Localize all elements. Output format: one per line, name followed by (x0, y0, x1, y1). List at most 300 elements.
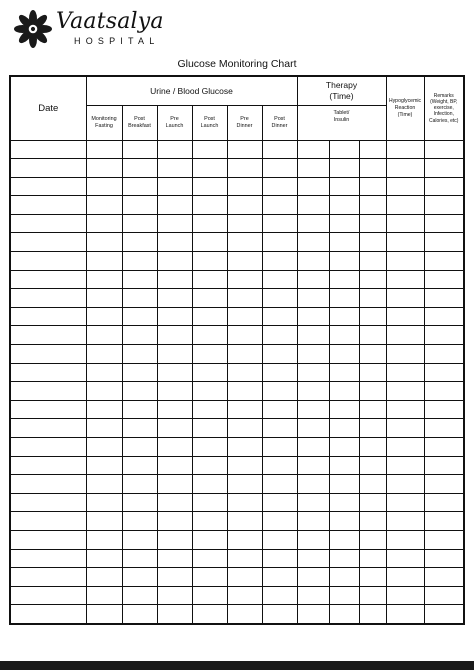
table-cell[interactable] (329, 214, 359, 233)
table-cell[interactable] (424, 419, 464, 438)
table-cell[interactable] (86, 419, 122, 438)
table-cell[interactable] (86, 289, 122, 308)
table-cell[interactable] (227, 140, 262, 159)
table-cell[interactable] (157, 140, 192, 159)
table-cell[interactable] (122, 549, 157, 568)
table-cell[interactable] (329, 530, 359, 549)
table-cell[interactable] (10, 252, 86, 271)
table-cell[interactable] (262, 605, 297, 624)
table-cell[interactable] (359, 196, 386, 215)
table-cell[interactable] (227, 289, 262, 308)
table-cell[interactable] (262, 493, 297, 512)
table-cell[interactable] (10, 438, 86, 457)
table-cell[interactable] (86, 196, 122, 215)
table-cell[interactable] (122, 345, 157, 364)
table-cell[interactable] (329, 345, 359, 364)
table-cell[interactable] (424, 549, 464, 568)
table-cell[interactable] (262, 363, 297, 382)
table-cell[interactable] (10, 326, 86, 345)
table-cell[interactable] (424, 270, 464, 289)
table-cell[interactable] (329, 438, 359, 457)
table-cell[interactable] (329, 196, 359, 215)
table-cell[interactable] (227, 326, 262, 345)
table-cell[interactable] (262, 214, 297, 233)
table-cell[interactable] (386, 438, 424, 457)
table-cell[interactable] (157, 270, 192, 289)
table-cell[interactable] (157, 475, 192, 494)
table-cell[interactable] (10, 363, 86, 382)
table-cell[interactable] (329, 382, 359, 401)
table-cell[interactable] (227, 307, 262, 326)
table-cell[interactable] (157, 326, 192, 345)
table-cell[interactable] (86, 530, 122, 549)
table-cell[interactable] (227, 475, 262, 494)
table-cell[interactable] (10, 270, 86, 289)
table-cell[interactable] (86, 400, 122, 419)
table-cell[interactable] (329, 363, 359, 382)
table-cell[interactable] (262, 568, 297, 587)
table-cell[interactable] (262, 400, 297, 419)
table-cell[interactable] (297, 177, 329, 196)
table-cell[interactable] (297, 307, 329, 326)
table-cell[interactable] (262, 307, 297, 326)
table-cell[interactable] (122, 252, 157, 271)
table-cell[interactable] (227, 233, 262, 252)
table-cell[interactable] (386, 233, 424, 252)
table-cell[interactable] (262, 530, 297, 549)
table-cell[interactable] (386, 214, 424, 233)
table-cell[interactable] (10, 549, 86, 568)
table-cell[interactable] (359, 438, 386, 457)
table-cell[interactable] (262, 289, 297, 308)
table-cell[interactable] (10, 289, 86, 308)
table-cell[interactable] (262, 382, 297, 401)
table-cell[interactable] (227, 270, 262, 289)
table-cell[interactable] (157, 549, 192, 568)
table-cell[interactable] (227, 512, 262, 531)
table-cell[interactable] (10, 456, 86, 475)
table-cell[interactable] (424, 177, 464, 196)
table-cell[interactable] (262, 456, 297, 475)
table-cell[interactable] (227, 177, 262, 196)
table-cell[interactable] (297, 493, 329, 512)
table-cell[interactable] (386, 419, 424, 438)
table-cell[interactable] (424, 382, 464, 401)
table-cell[interactable] (157, 252, 192, 271)
table-cell[interactable] (329, 140, 359, 159)
table-cell[interactable] (157, 159, 192, 178)
table-cell[interactable] (86, 270, 122, 289)
table-cell[interactable] (262, 196, 297, 215)
table-cell[interactable] (359, 586, 386, 605)
table-cell[interactable] (227, 568, 262, 587)
table-cell[interactable] (192, 493, 227, 512)
table-cell[interactable] (10, 605, 86, 624)
table-cell[interactable] (86, 512, 122, 531)
table-cell[interactable] (10, 382, 86, 401)
table-cell[interactable] (157, 345, 192, 364)
table-cell[interactable] (297, 233, 329, 252)
table-cell[interactable] (424, 289, 464, 308)
table-cell[interactable] (386, 530, 424, 549)
table-cell[interactable] (192, 605, 227, 624)
table-cell[interactable] (122, 159, 157, 178)
table-cell[interactable] (10, 140, 86, 159)
table-cell[interactable] (157, 568, 192, 587)
table-cell[interactable] (359, 345, 386, 364)
table-cell[interactable] (86, 326, 122, 345)
table-cell[interactable] (227, 605, 262, 624)
table-cell[interactable] (329, 549, 359, 568)
table-cell[interactable] (424, 400, 464, 419)
table-cell[interactable] (424, 345, 464, 364)
table-cell[interactable] (386, 363, 424, 382)
table-cell[interactable] (157, 307, 192, 326)
table-cell[interactable] (10, 493, 86, 512)
table-cell[interactable] (297, 438, 329, 457)
table-cell[interactable] (122, 605, 157, 624)
table-cell[interactable] (359, 289, 386, 308)
table-cell[interactable] (297, 605, 329, 624)
table-cell[interactable] (297, 419, 329, 438)
table-cell[interactable] (122, 326, 157, 345)
table-cell[interactable] (386, 177, 424, 196)
table-cell[interactable] (192, 307, 227, 326)
table-cell[interactable] (192, 382, 227, 401)
table-cell[interactable] (424, 196, 464, 215)
table-cell[interactable] (424, 512, 464, 531)
table-cell[interactable] (386, 307, 424, 326)
table-cell[interactable] (359, 214, 386, 233)
table-cell[interactable] (10, 586, 86, 605)
table-cell[interactable] (192, 438, 227, 457)
table-cell[interactable] (122, 363, 157, 382)
table-cell[interactable] (262, 140, 297, 159)
table-cell[interactable] (192, 400, 227, 419)
table-cell[interactable] (192, 214, 227, 233)
table-cell[interactable] (157, 363, 192, 382)
table-cell[interactable] (359, 400, 386, 419)
table-cell[interactable] (86, 549, 122, 568)
table-cell[interactable] (192, 233, 227, 252)
table-cell[interactable] (86, 605, 122, 624)
table-cell[interactable] (157, 512, 192, 531)
table-cell[interactable] (297, 456, 329, 475)
table-cell[interactable] (386, 400, 424, 419)
table-cell[interactable] (122, 512, 157, 531)
table-cell[interactable] (297, 289, 329, 308)
table-cell[interactable] (359, 568, 386, 587)
table-cell[interactable] (262, 586, 297, 605)
table-cell[interactable] (192, 512, 227, 531)
table-cell[interactable] (262, 549, 297, 568)
table-cell[interactable] (10, 214, 86, 233)
table-cell[interactable] (386, 326, 424, 345)
table-cell[interactable] (10, 512, 86, 531)
table-cell[interactable] (386, 475, 424, 494)
table-cell[interactable] (227, 363, 262, 382)
table-cell[interactable] (329, 568, 359, 587)
table-cell[interactable] (297, 363, 329, 382)
table-cell[interactable] (10, 159, 86, 178)
table-cell[interactable] (386, 493, 424, 512)
table-cell[interactable] (192, 530, 227, 549)
table-cell[interactable] (122, 382, 157, 401)
table-cell[interactable] (329, 419, 359, 438)
table-cell[interactable] (122, 419, 157, 438)
table-cell[interactable] (192, 140, 227, 159)
table-cell[interactable] (227, 159, 262, 178)
table-cell[interactable] (424, 568, 464, 587)
table-cell[interactable] (227, 252, 262, 271)
table-cell[interactable] (329, 456, 359, 475)
table-cell[interactable] (262, 345, 297, 364)
table-cell[interactable] (329, 475, 359, 494)
table-cell[interactable] (192, 270, 227, 289)
table-cell[interactable] (297, 530, 329, 549)
table-cell[interactable] (386, 586, 424, 605)
table-cell[interactable] (359, 475, 386, 494)
table-cell[interactable] (359, 177, 386, 196)
table-cell[interactable] (86, 233, 122, 252)
table-cell[interactable] (424, 438, 464, 457)
table-cell[interactable] (157, 233, 192, 252)
table-cell[interactable] (10, 419, 86, 438)
table-cell[interactable] (386, 605, 424, 624)
table-cell[interactable] (157, 214, 192, 233)
table-cell[interactable] (297, 549, 329, 568)
table-cell[interactable] (262, 177, 297, 196)
table-cell[interactable] (424, 605, 464, 624)
table-cell[interactable] (297, 568, 329, 587)
table-cell[interactable] (329, 177, 359, 196)
table-cell[interactable] (329, 233, 359, 252)
table-cell[interactable] (359, 233, 386, 252)
table-cell[interactable] (297, 345, 329, 364)
table-cell[interactable] (424, 530, 464, 549)
table-cell[interactable] (297, 270, 329, 289)
table-cell[interactable] (86, 307, 122, 326)
table-cell[interactable] (297, 512, 329, 531)
table-cell[interactable] (192, 456, 227, 475)
table-cell[interactable] (386, 345, 424, 364)
table-cell[interactable] (329, 400, 359, 419)
table-cell[interactable] (424, 326, 464, 345)
table-cell[interactable] (10, 345, 86, 364)
table-cell[interactable] (262, 475, 297, 494)
table-cell[interactable] (359, 512, 386, 531)
table-cell[interactable] (10, 307, 86, 326)
table-cell[interactable] (359, 456, 386, 475)
table-cell[interactable] (227, 438, 262, 457)
table-cell[interactable] (262, 159, 297, 178)
table-cell[interactable] (297, 159, 329, 178)
table-cell[interactable] (10, 196, 86, 215)
table-cell[interactable] (386, 456, 424, 475)
table-cell[interactable] (297, 252, 329, 271)
table-cell[interactable] (359, 307, 386, 326)
table-cell[interactable] (157, 438, 192, 457)
table-cell[interactable] (359, 252, 386, 271)
table-cell[interactable] (386, 252, 424, 271)
table-cell[interactable] (386, 289, 424, 308)
table-cell[interactable] (192, 196, 227, 215)
table-cell[interactable] (86, 475, 122, 494)
table-cell[interactable] (359, 270, 386, 289)
table-cell[interactable] (424, 214, 464, 233)
table-cell[interactable] (192, 177, 227, 196)
table-cell[interactable] (424, 252, 464, 271)
table-cell[interactable] (227, 419, 262, 438)
table-cell[interactable] (359, 363, 386, 382)
table-cell[interactable] (386, 159, 424, 178)
table-cell[interactable] (86, 252, 122, 271)
table-cell[interactable] (122, 475, 157, 494)
table-cell[interactable] (86, 177, 122, 196)
table-cell[interactable] (122, 307, 157, 326)
table-cell[interactable] (359, 326, 386, 345)
table-cell[interactable] (192, 159, 227, 178)
table-cell[interactable] (10, 233, 86, 252)
table-cell[interactable] (122, 456, 157, 475)
table-cell[interactable] (262, 270, 297, 289)
table-cell[interactable] (192, 586, 227, 605)
table-cell[interactable] (329, 512, 359, 531)
table-cell[interactable] (86, 493, 122, 512)
table-cell[interactable] (359, 382, 386, 401)
table-cell[interactable] (329, 252, 359, 271)
table-cell[interactable] (122, 530, 157, 549)
table-cell[interactable] (122, 586, 157, 605)
table-cell[interactable] (262, 252, 297, 271)
table-cell[interactable] (329, 586, 359, 605)
table-cell[interactable] (424, 586, 464, 605)
table-cell[interactable] (262, 233, 297, 252)
table-cell[interactable] (386, 568, 424, 587)
table-cell[interactable] (227, 456, 262, 475)
table-cell[interactable] (386, 512, 424, 531)
table-cell[interactable] (122, 233, 157, 252)
table-cell[interactable] (386, 549, 424, 568)
table-cell[interactable] (359, 530, 386, 549)
table-cell[interactable] (297, 326, 329, 345)
table-cell[interactable] (359, 140, 386, 159)
table-cell[interactable] (424, 307, 464, 326)
table-cell[interactable] (329, 605, 359, 624)
table-cell[interactable] (386, 196, 424, 215)
table-cell[interactable] (424, 233, 464, 252)
table-cell[interactable] (122, 140, 157, 159)
table-cell[interactable] (157, 196, 192, 215)
table-cell[interactable] (86, 568, 122, 587)
table-cell[interactable] (86, 438, 122, 457)
table-cell[interactable] (10, 568, 86, 587)
table-cell[interactable] (227, 530, 262, 549)
table-cell[interactable] (157, 419, 192, 438)
table-cell[interactable] (86, 363, 122, 382)
table-cell[interactable] (424, 456, 464, 475)
table-cell[interactable] (157, 456, 192, 475)
table-cell[interactable] (297, 196, 329, 215)
table-cell[interactable] (192, 345, 227, 364)
table-cell[interactable] (10, 475, 86, 494)
table-cell[interactable] (262, 326, 297, 345)
table-cell[interactable] (157, 586, 192, 605)
table-cell[interactable] (192, 363, 227, 382)
table-cell[interactable] (157, 400, 192, 419)
table-cell[interactable] (297, 382, 329, 401)
table-cell[interactable] (86, 456, 122, 475)
table-cell[interactable] (86, 586, 122, 605)
table-cell[interactable] (262, 438, 297, 457)
table-cell[interactable] (122, 568, 157, 587)
table-cell[interactable] (424, 363, 464, 382)
table-cell[interactable] (329, 270, 359, 289)
table-cell[interactable] (424, 159, 464, 178)
table-cell[interactable] (10, 400, 86, 419)
table-cell[interactable] (122, 493, 157, 512)
table-cell[interactable] (227, 493, 262, 512)
table-cell[interactable] (424, 493, 464, 512)
table-cell[interactable] (329, 307, 359, 326)
table-cell[interactable] (192, 568, 227, 587)
table-cell[interactable] (297, 586, 329, 605)
table-cell[interactable] (86, 345, 122, 364)
table-cell[interactable] (424, 475, 464, 494)
table-cell[interactable] (157, 289, 192, 308)
table-cell[interactable] (122, 214, 157, 233)
table-cell[interactable] (262, 512, 297, 531)
table-cell[interactable] (386, 382, 424, 401)
table-cell[interactable] (122, 289, 157, 308)
table-cell[interactable] (329, 289, 359, 308)
table-cell[interactable] (359, 605, 386, 624)
table-cell[interactable] (122, 196, 157, 215)
table-cell[interactable] (386, 270, 424, 289)
table-cell[interactable] (329, 326, 359, 345)
table-cell[interactable] (227, 196, 262, 215)
table-cell[interactable] (329, 493, 359, 512)
table-cell[interactable] (297, 140, 329, 159)
table-cell[interactable] (122, 270, 157, 289)
table-cell[interactable] (10, 530, 86, 549)
table-cell[interactable] (227, 214, 262, 233)
table-cell[interactable] (86, 214, 122, 233)
table-cell[interactable] (359, 493, 386, 512)
table-cell[interactable] (227, 382, 262, 401)
table-cell[interactable] (157, 493, 192, 512)
table-cell[interactable] (297, 475, 329, 494)
table-cell[interactable] (86, 140, 122, 159)
table-cell[interactable] (157, 177, 192, 196)
table-cell[interactable] (227, 586, 262, 605)
table-cell[interactable] (329, 159, 359, 178)
table-cell[interactable] (227, 345, 262, 364)
table-cell[interactable] (227, 549, 262, 568)
table-cell[interactable] (192, 475, 227, 494)
table-cell[interactable] (386, 140, 424, 159)
table-cell[interactable] (157, 530, 192, 549)
table-cell[interactable] (262, 419, 297, 438)
table-cell[interactable] (297, 214, 329, 233)
table-cell[interactable] (424, 140, 464, 159)
table-cell[interactable] (192, 549, 227, 568)
table-cell[interactable] (192, 326, 227, 345)
table-cell[interactable] (157, 382, 192, 401)
table-cell[interactable] (297, 400, 329, 419)
table-cell[interactable] (86, 382, 122, 401)
table-cell[interactable] (192, 252, 227, 271)
